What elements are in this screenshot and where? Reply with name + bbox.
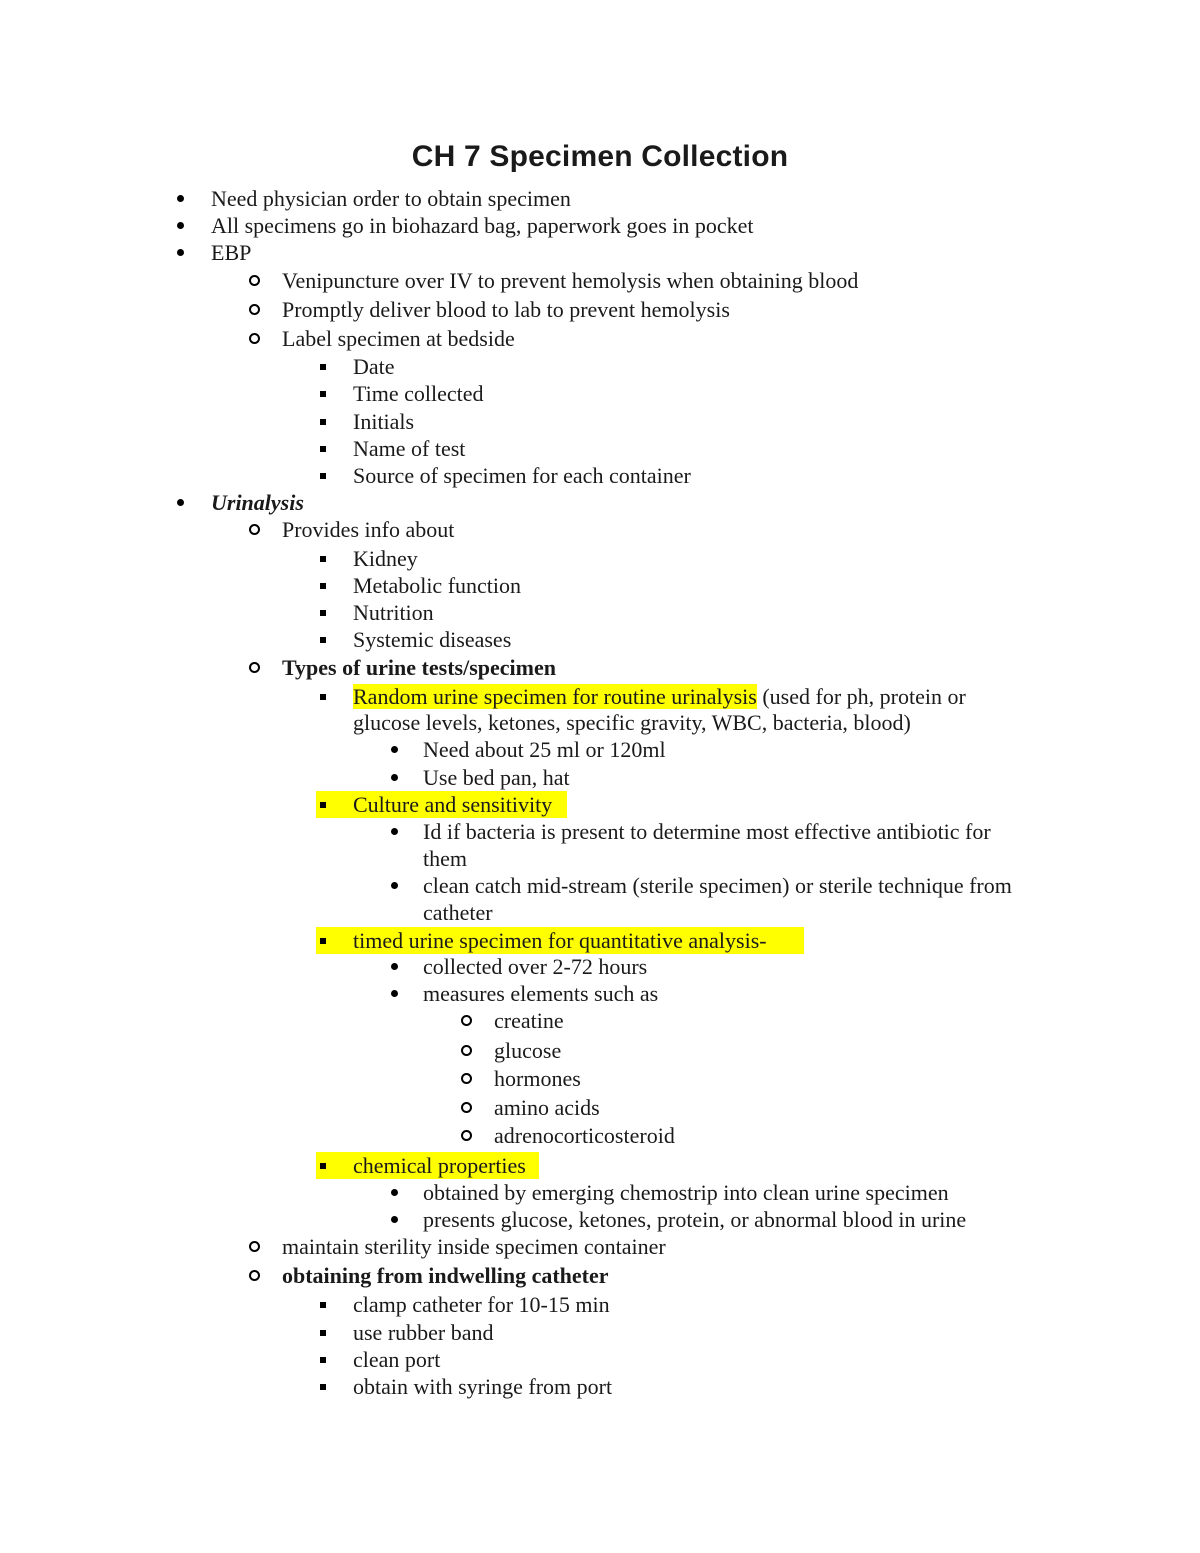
bullet-circle-icon — [244, 325, 264, 352]
bullet-square-icon — [313, 435, 333, 462]
bullet-dot-icon — [170, 185, 190, 212]
list-item-text: adrenocorticosteroid — [494, 1123, 675, 1148]
list-item-text: clean catch mid-stream (sterile specimen) or sterile technique from — [423, 873, 1012, 898]
list-item-text: Metabolic function — [353, 573, 522, 598]
list-item-text: clean port — [353, 1347, 441, 1372]
list-item-text: EBP — [211, 240, 252, 265]
bullet-square-icon — [313, 1152, 333, 1179]
list-item-text: Source of specimen for each container — [353, 463, 691, 488]
list-item-text: Initials — [353, 409, 415, 434]
bullet-dot-icon — [170, 212, 190, 239]
bullet-square-icon — [313, 791, 333, 818]
bullet-square-icon — [313, 683, 333, 710]
list-item-text: hormones — [494, 1066, 581, 1091]
bullet-circle-icon — [456, 1122, 476, 1149]
bullet-dot-icon — [384, 953, 404, 980]
bullet-circle-icon — [244, 1233, 264, 1260]
subsection-heading: obtaining from indwelling catheter — [282, 1263, 609, 1288]
list-item-text: All specimens go in biohazard bag, paperwork goes in pocket — [211, 213, 754, 238]
bullet-circle-icon — [244, 654, 264, 681]
bullet-square-icon — [313, 462, 333, 489]
list-item-text: measures elements such as — [423, 981, 659, 1006]
list-item-text: Name of test — [353, 436, 466, 461]
bullet-dot-icon — [170, 489, 190, 516]
list-item-text: catheter — [423, 900, 493, 925]
list-item-text: Promptly deliver blood to lab to prevent hemolysis — [282, 297, 730, 322]
list-item-text: maintain sterility inside specimen container — [282, 1234, 666, 1259]
list-item-text: Id if bacteria is present to determine most effective antibiotic for — [423, 819, 991, 844]
list-item-text: Use bed pan, hat — [423, 765, 570, 790]
bullet-square-icon — [313, 380, 333, 407]
list-item-text: Nutrition — [353, 600, 434, 625]
list-item-text: Systemic diseases — [353, 627, 512, 652]
list-item-text: Date — [353, 354, 395, 379]
list-item-text: obtained by emerging chemostrip into clean urine specimen — [423, 1180, 949, 1205]
bullet-square-icon — [313, 408, 333, 435]
section-heading: Urinalysis — [211, 490, 304, 515]
list-item-text: collected over 2-72 hours — [423, 954, 648, 979]
list-item-text: glucose — [494, 1038, 562, 1063]
bullet-circle-icon — [244, 516, 264, 543]
list-item-text: Time collected — [353, 381, 484, 406]
list-item-text: Provides info about — [282, 517, 455, 542]
list-item-text: Kidney — [353, 546, 418, 571]
bullet-dot-icon — [384, 1206, 404, 1233]
list-item-text: them — [423, 846, 467, 871]
list-item-text: amino acids — [494, 1095, 600, 1120]
bullet-circle-icon — [244, 267, 264, 294]
bullet-circle-icon — [456, 1094, 476, 1121]
bullet-square-icon — [313, 572, 333, 599]
bullet-dot-icon — [384, 872, 404, 899]
bullet-circle-icon — [456, 1037, 476, 1064]
list-item-text: glucose levels, ketones, specific gravity, WBC, bacteria, blood) — [353, 710, 911, 735]
highlighted-text: Culture and sensitivity — [353, 792, 553, 817]
bullet-dot-icon — [384, 764, 404, 791]
bullet-circle-icon — [456, 1007, 476, 1034]
bullet-square-icon — [313, 545, 333, 572]
list-item-text — [353, 683, 966, 710]
bullet-dot-icon — [384, 736, 404, 763]
list-item-text: Label specimen at bedside — [282, 326, 515, 351]
highlighted-text: timed urine specimen for quantitative analysis- — [353, 928, 767, 953]
bullet-dot-icon — [170, 239, 190, 266]
list-item-text: presents glucose, ketones, protein, or abnormal blood in urine — [423, 1207, 967, 1232]
highlighted-text: Random urine specimen for routine urinalysis — [353, 684, 757, 709]
list-item-text: obtain with syringe from port — [353, 1374, 613, 1399]
bullet-circle-icon — [244, 296, 264, 323]
bullet-square-icon — [313, 1319, 333, 1346]
list-item-text: Need physician order to obtain specimen — [211, 186, 571, 211]
bullet-dot-icon — [384, 980, 404, 1007]
bullet-square-icon — [313, 626, 333, 653]
bullet-dot-icon — [384, 1179, 404, 1206]
list-item-text: Need about 25 ml or 120ml — [423, 737, 666, 762]
list-item-text: use rubber band — [353, 1320, 494, 1345]
bullet-circle-icon — [244, 1262, 264, 1289]
bullet-square-icon — [313, 1373, 333, 1400]
bullet-square-icon — [313, 927, 333, 954]
bullet-circle-icon — [456, 1065, 476, 1092]
list-item-text: Venipuncture over IV to prevent hemolysis when obtaining blood — [282, 268, 859, 293]
bullet-square-icon — [313, 1346, 333, 1373]
bullet-dot-icon — [384, 818, 404, 845]
list-item-text: clamp catheter for 10-15 min — [353, 1292, 610, 1317]
highlighted-text: chemical properties — [353, 1153, 526, 1178]
bullet-square-icon — [313, 1291, 333, 1318]
page-title: CH 7 Specimen Collection — [411, 140, 789, 173]
bullet-square-icon — [313, 599, 333, 626]
list-item-text-continued: (used for ph, protein or — [756, 684, 966, 709]
bullet-square-icon — [313, 353, 333, 380]
subsection-heading: Types of urine tests/specimen — [282, 655, 556, 680]
list-item-text: creatine — [494, 1008, 564, 1033]
